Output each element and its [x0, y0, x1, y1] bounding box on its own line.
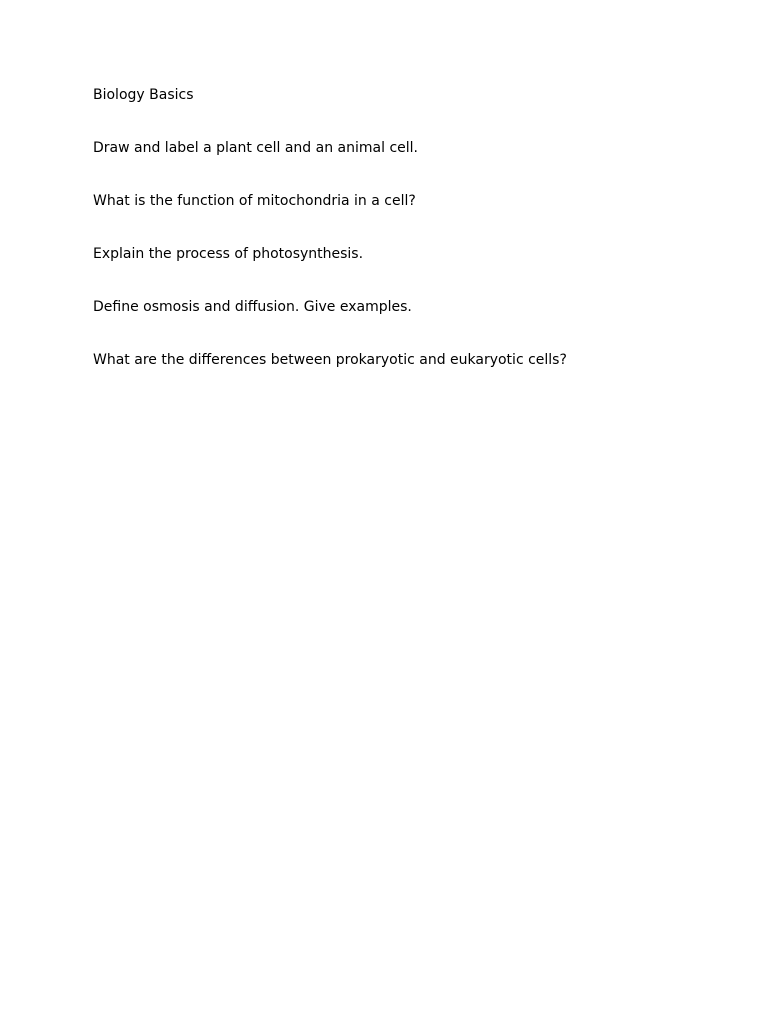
- question-4: Define osmosis and diffusion. Give examples.: [93, 299, 412, 315]
- question-5: What are the differences between prokaryotic and eukaryotic cells?: [93, 352, 567, 368]
- question-2: What is the function of mitochondria in a cell?: [93, 193, 416, 209]
- document-body: [93, 86, 713, 369]
- question-1: Draw and label a plant cell and an animal cell.: [93, 140, 418, 156]
- question-3: Explain the process of photosynthesis.: [93, 246, 364, 262]
- document-title: Biology Basics: [93, 87, 194, 103]
